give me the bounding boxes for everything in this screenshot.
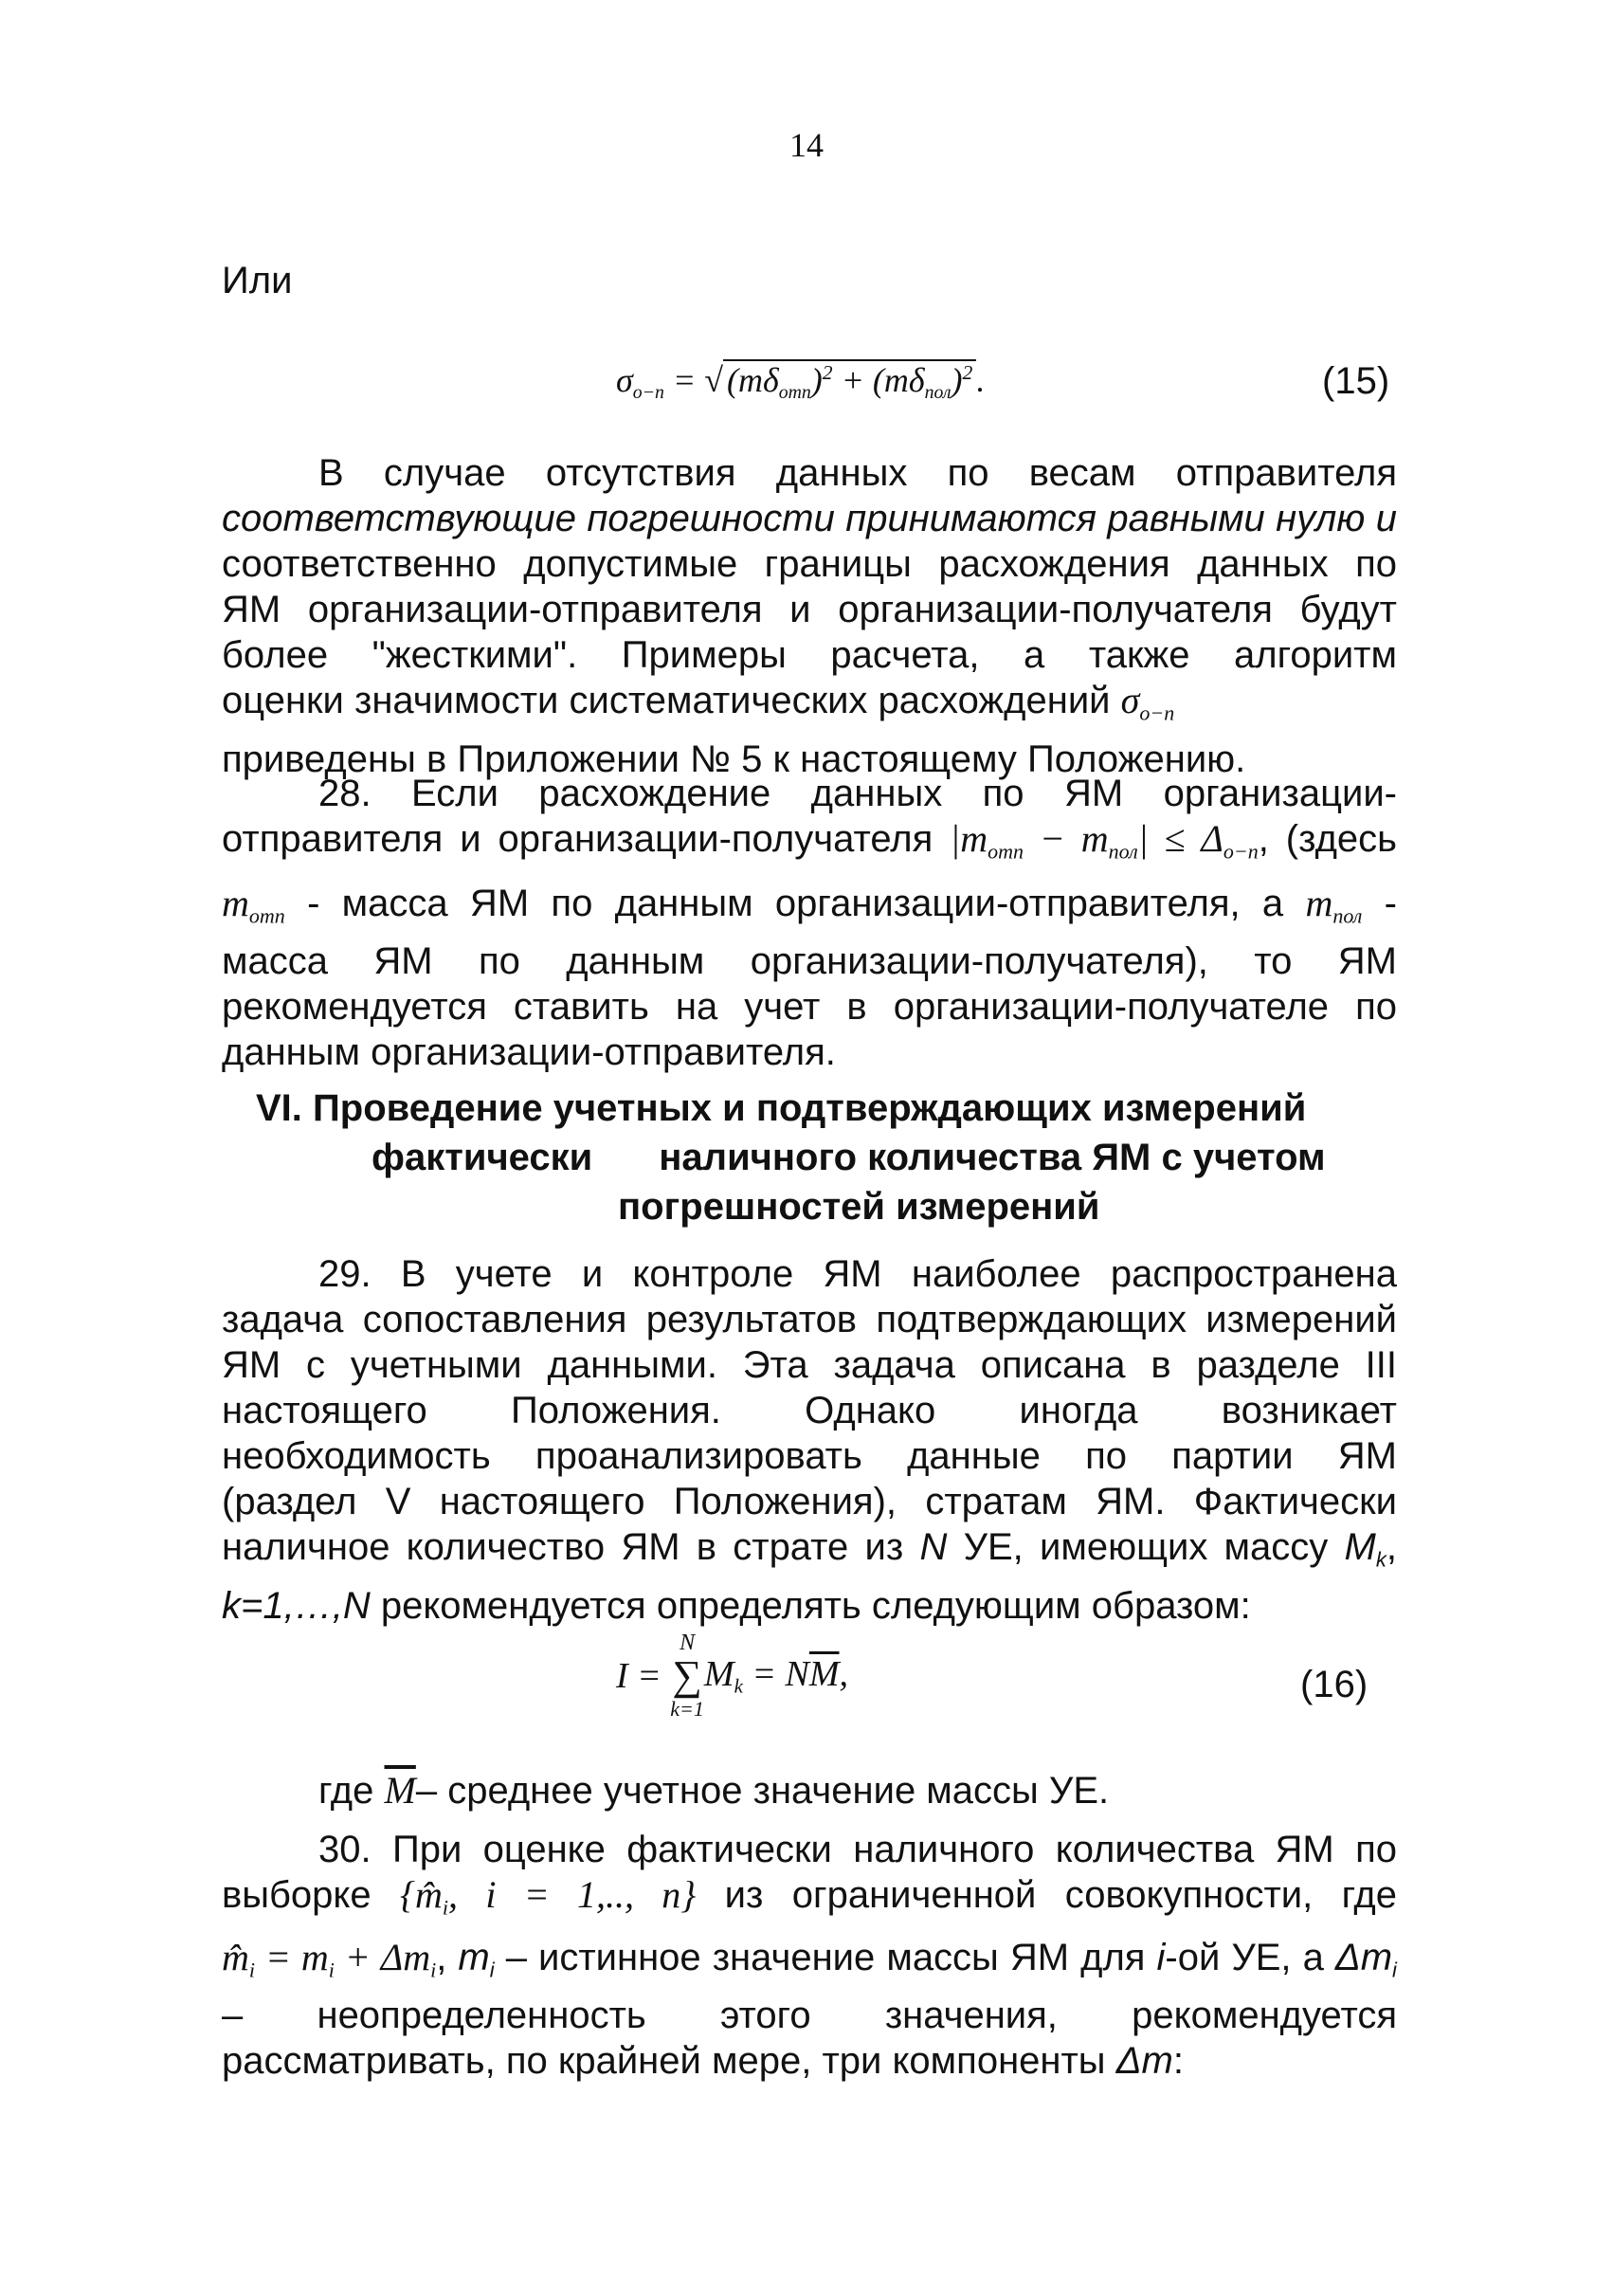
paragraph-30: 30. При оценке фактически наличного количества ЯМ по выборке {$m̂_i$, i = 1,.., n} из ограниченной совокупности, где $m̂_i = m_i + \Delta m_i$, $m_i$ – истинное значение массы ЯМ для i-ой УЕ, а $\Delta m_i$ – неопределенность этого значения, рекомендуется рассматривать, по крайней мере, три компоненты Δm: [222, 1829, 1397, 2083]
sqrt-sign: √ [704, 361, 723, 399]
equation-15-number: (15) [1322, 360, 1390, 402]
page-number: 14 [789, 126, 824, 164]
mean-mass-symbol: $\overline{M}$ [384, 1769, 416, 1812]
m-receiver-symbol: $m_{пол}$ [1305, 881, 1363, 928]
equation-15: $\sigma_{о-п}$ = √ $(m\delta_{отп})^2 + (m\delta_{пол})^2$ . [616, 361, 986, 403]
equation-16-number: (16) [1300, 1664, 1368, 1705]
section-heading: VI. Проведение учетных и подтверждающих измерений фактически наличного количества ЯМ с учетом погрешностей измерений [256, 1087, 1326, 1228]
where-line: где $\overline{M}-$ среднее учетное значение массы УЕ. [318, 1769, 1110, 1812]
sum-symbol: ∑ [672, 1652, 702, 1699]
eq15-lhs: σ [616, 361, 633, 399]
paragraph-28: 28. Если расхождение данных по ЯМ организации- отправителя и организации-получателя $|m_{отп} - m_{пол}| \le \Delta_{о-п}$, (здесь $m_{отп}$ - масса ЯМ по данным организации-отправителя, а $m_{пол}$ - масса ЯМ по данным организации-получателя), то ЯМ рекомендуется ставить на учет в организации-получателе по данным организации-отправителя. [222, 773, 1397, 1074]
measured-mass-formula: $m̂_i = m_i + \Delta m_i$ [222, 1935, 437, 1982]
sigma-symbol: σ [1120, 679, 1140, 721]
intro-word: Или [222, 260, 293, 301]
sqrt-body: $(m\delta_{отп})^2 + (m\delta_{пол})^2$ [723, 359, 976, 399]
paragraph-29: 29. В учете и контроле ЯМ наиболее распространена задача сопоставления результатов подтверждающих измерений ЯМ с учетными данными. Эта задача описана в разделе III настоящего Положения. Однако иногда возникает необходимость проанализировать данные по партии ЯМ (раздел V настоящего Положения), стратам ЯМ. Фактически наличное количество ЯМ в страте из N УЕ, имеющих массу $M_k$, k=1,…,N рекомендуется определять следующим образом: [222, 1253, 1397, 1627]
m-sender-symbol: $m_{отп}$ [222, 881, 285, 928]
paragraph-absent-data: В случае отсутствия данных по весам отправителя соответствующие погрешности принимаются равными нулю и соответственно допустимые границы расхождения данных по ЯМ организации-отправителя и организации-получателя будут более "жесткими". Примеры расчета, а также алгоритм оценки значимости систематических расхождений $\sigma_{о-п}$ приведены в Приложении № 5 к настоящему Положению. [222, 452, 1397, 780]
equation-16: I = N ∑ k=1 $M_k = N\overline{M}$, [616, 1631, 849, 1721]
discrepancy-formula: $|m_{отп} - m_{пол}| \le \Delta_{о-п}$ [950, 817, 1259, 864]
sample-set: {$m̂_i$, i = 1,.., n} [400, 1873, 697, 1920]
